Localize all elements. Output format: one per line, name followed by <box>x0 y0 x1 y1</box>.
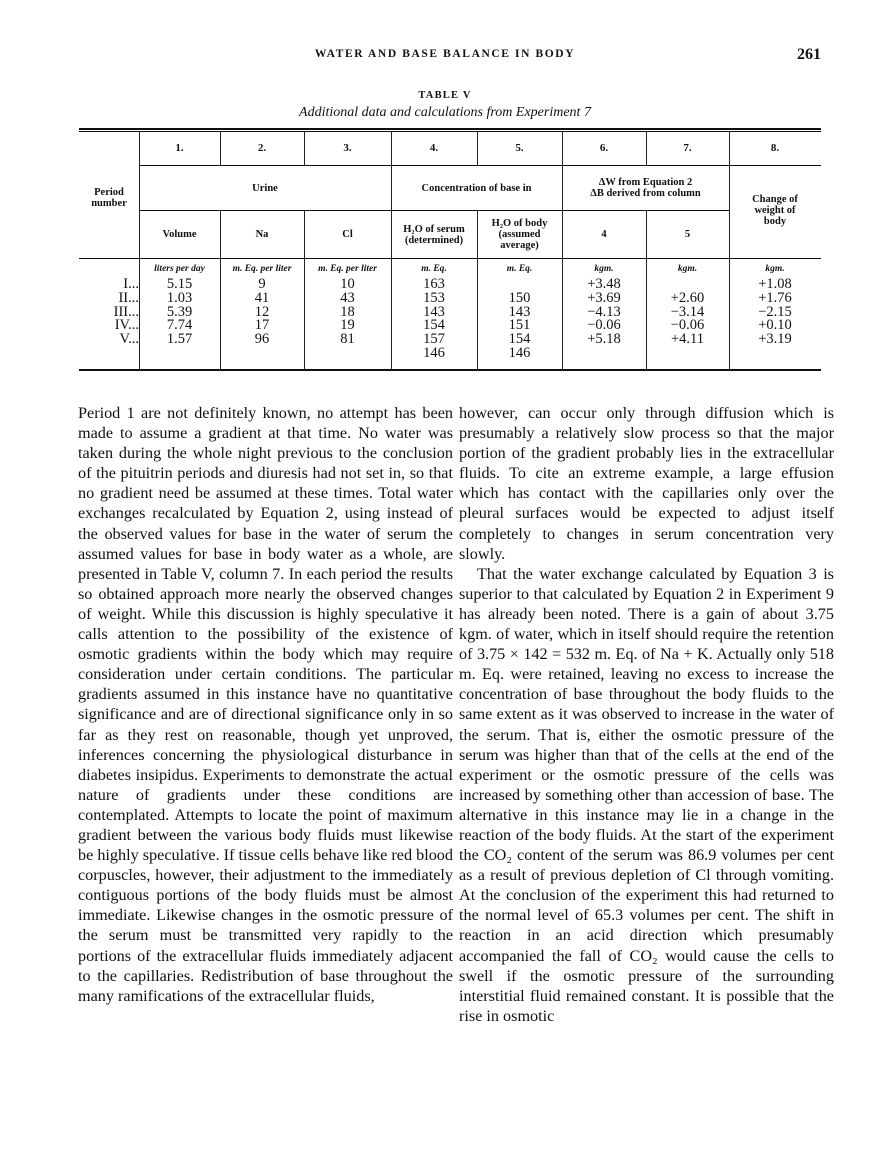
column-number: 1. <box>175 142 184 154</box>
table-cell: 153 <box>423 289 445 306</box>
table-cell: 5.39 <box>166 303 193 320</box>
unit-label: m. Eq. <box>506 264 533 274</box>
table-cell: 41 <box>254 289 270 306</box>
row-label: V... <box>119 331 139 348</box>
weight-change-column <box>729 278 821 347</box>
table-top-rule <box>79 128 821 130</box>
table-cell: −0.06 <box>670 317 705 334</box>
column-number: 2. <box>257 142 267 154</box>
table-caption: Additional data and calculations from Experiment 7 <box>299 105 591 120</box>
table-cell: 1.03 <box>166 289 193 306</box>
table-cell: +3.48 <box>587 276 621 292</box>
right-text-column <box>459 403 834 1026</box>
running-title: WATER AND BASE BALANCE IN BODY <box>314 48 576 60</box>
table-cell: +0.10 <box>758 317 792 334</box>
column-number: 8. <box>770 142 780 154</box>
unit-label: m. Eq. per liter <box>232 264 292 274</box>
table-cell: +3.19 <box>758 331 792 348</box>
concentration-header: Concentration of base in <box>421 182 532 194</box>
volume-column <box>139 278 220 347</box>
table-cell: 146 <box>508 344 531 361</box>
table-cell: 143 <box>423 303 445 320</box>
column-number: 6. <box>599 142 609 154</box>
header-bottom-rule <box>79 258 821 259</box>
table-cell: 7.74 <box>166 317 193 334</box>
body-header: H₂O of body (assumed average) <box>491 218 548 251</box>
table-cell: 18 <box>340 303 355 320</box>
urine-header: Urine <box>252 182 278 194</box>
table-cell: 5.15 <box>166 276 193 292</box>
table-cell: −4.13 <box>587 303 621 320</box>
table-cell: +2.60 <box>670 289 705 306</box>
table-cell: +5.18 <box>587 331 621 348</box>
table-bottom-rule <box>79 369 821 371</box>
na-column <box>220 278 304 347</box>
data-table <box>79 128 821 371</box>
table-cell: −2.15 <box>758 303 792 320</box>
column-number: 4. <box>429 142 439 154</box>
table-cell: 81 <box>340 331 355 348</box>
serum-header: H₂O of serum (determined) <box>403 223 465 246</box>
table-label: TABLE V <box>418 90 472 101</box>
paragraph: That the water exchange calculated by Equation 3 is superior to that calculated by Equation 2 in Experiment 9 has already been noted. There is a gain of about 3.75 kgm. of water, which in itself should require the retention of 3.75 × 142 = 532 m. Eq. of Na + K. Actually only 518 m. Eq. were retained, leaving no excess to increase the concentration of base throughout the body fluids to the same extent as it was observed to increase in the water of the serum. That is, either the osmotic pressure of the serum was higher than that of the cells at the end of the experiment or the osmotic pressure of the cells was increased by something other than accession of base. The alternative in this instance may lie in a change in the reaction of the body fluids. At the start of the experiment the CO₂ content of the serum was 86.9 volumes per cent as a result of previous depletion of Cl through vomiting. At the conclusion of the experiment this had returned to the normal level of 65.3 volumes per cent. The shift in reaction in an acid direction which presumably accompanied the fall of CO₂ would cause the cells to swell if the osmotic pressure of the surrounding interstitial fluid remained constant. It is possible that the rise in osmotic <box>459 564 834 1025</box>
unit-label: kgm. <box>594 264 614 274</box>
column-number: 5. <box>515 142 524 154</box>
table-cell: 9 <box>258 276 266 292</box>
unit-label: liters per day <box>154 264 205 274</box>
table-cell: +3.69 <box>587 289 621 306</box>
delta-w-header: ΔW from Equation 2 <box>598 177 693 188</box>
table-cell: 151 <box>508 317 531 334</box>
table-cell: −0.06 <box>587 317 621 334</box>
table-cell: 146 <box>423 344 445 361</box>
row-label: IV... <box>114 317 139 334</box>
col5-ref-header: 5 <box>684 229 691 240</box>
table-cell: +1.08 <box>758 276 792 292</box>
table-cell: 150 <box>508 289 531 306</box>
serum-column <box>391 278 477 361</box>
row-label: I... <box>123 276 139 292</box>
dw4-column <box>562 278 646 347</box>
table-cell: 10 <box>340 276 355 292</box>
table-cell: 96 <box>254 331 270 348</box>
table-cell: 154 <box>423 317 445 334</box>
cl-column <box>304 278 391 347</box>
row-label: III... <box>113 303 139 320</box>
dw5-column <box>646 278 729 347</box>
table-cell: 157 <box>423 331 445 348</box>
table-cell: 163 <box>423 276 445 292</box>
table-cell: 154 <box>508 331 531 348</box>
paragraph: however, can occur only through diffusion which is presumably a relatively slow process so that the major portion of the gradient probably lies in the extracellular fluids. To cite an extreme example, a large effusion which has contact with the capillaries only over the pleural surfaces would be expected to adjust itself completely to changes in serum concentration very slowly. <box>459 404 834 563</box>
row-label: II... <box>118 289 139 306</box>
delta-b-header: ΔB derived from column <box>590 188 701 199</box>
body-column <box>477 278 562 361</box>
table-cell: 1.57 <box>166 331 193 348</box>
column-number: 3. <box>343 142 352 154</box>
table-cell: 143 <box>508 303 531 320</box>
col4-ref-header: 4 <box>601 229 607 240</box>
column-number: 7. <box>683 142 692 154</box>
running-head <box>0 46 890 66</box>
unit-label: kgm. <box>677 264 698 274</box>
volume-header: Volume <box>162 229 197 240</box>
table-cell: −3.14 <box>670 303 705 320</box>
table-cell: +1.76 <box>758 289 792 306</box>
page-number: 261 <box>797 46 821 63</box>
unit-label: kgm. <box>765 264 785 274</box>
paragraph: Period 1 are not definitely known, no attempt has been made to assume a gradient at that time. No water was taken during the whole night previous to the conclusion of the pituitrin periods and diuresis had not set in, so that no gradient need be assumed at these times. Total water exchanges recalculated by Equation 2, using instead of the observed values for base in the water of serum the assumed values for base in body water as a whole, are presented in Table V, column 7. In each period the results so obtained approach more nearly the observed changes of weight. While this discussion is highly speculative it calls attention to the possibility of the existence of osmotic gradients within the body which may require consideration under certain conditions. The particular gradients assumed in this instance have no quantitative significance and are of directional significance only in so far as they rest on reasonable, though yet unproved, inferences concerning the physiological disturbance in diabetes insipidus. Experiments to demonstrate the actual nature of gradients under these conditions are contemplated. Attempts to locate the point of maximum gradient between the various body fluids must likewise be highly speculative. If tissue cells behave like red blood corpuscles, however, their adjustment to the immediately contiguous portions of the body fluids must be almost immediate. Likewise changes in the osmotic pressure of the serum must be transmitted very rapidly to the portions of the extracellular fluids immediately adjacent to the capillaries. Redistribution of base throughout the many ramifications of the extracellular fluids, <box>78 404 453 1005</box>
cl-header: Cl <box>342 229 353 240</box>
row-labels <box>79 278 139 347</box>
unit-label: m. Eq. per liter <box>318 264 377 274</box>
table-cell: 17 <box>254 317 270 334</box>
change-weight-header: Change of weight of body <box>752 193 798 227</box>
table-cell: 43 <box>340 289 355 306</box>
delta-header <box>562 166 729 210</box>
table-cell: 19 <box>340 317 355 334</box>
period-number-header: Period number <box>91 187 127 209</box>
left-text-column <box>78 403 453 1006</box>
table-cell: 12 <box>254 303 270 320</box>
unit-label: m. Eq. <box>421 264 447 274</box>
table-cell: +4.11 <box>670 331 704 348</box>
na-header: Na <box>255 229 269 240</box>
